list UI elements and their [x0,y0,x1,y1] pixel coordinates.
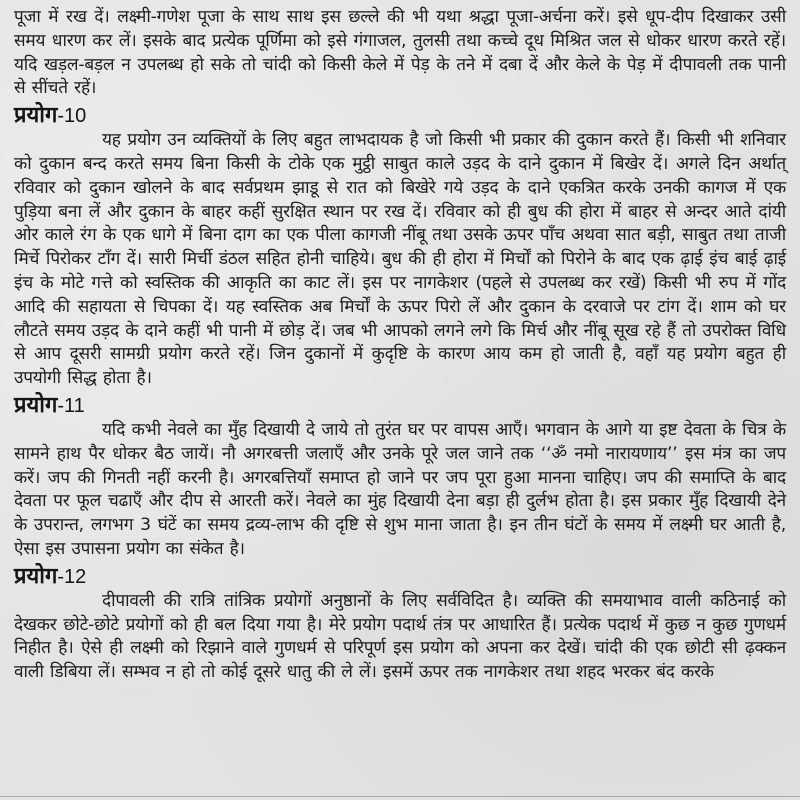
section-heading-11 [14,393,786,419]
section-heading-12 [14,564,786,590]
heading-number: 11 [64,394,85,417]
heading-word: प्रयोग [14,563,58,589]
heading-separator: - [57,394,65,417]
section-paragraph-10: यह प्रयोग उन व्यक्तियों के लिए बहुत लाभदायक है जो किसी भी प्रकार की दुकान करते हैं। किसी भी शनिवार को दुकान बन्द करते समय बिना किसी के टोके एक मुट्ठी साबुत काले उड़द के दाने दुकान में बिखेर दें। अगले दिन अर्थात् रविवार को दुकान खोलने के बाद सर्वप्रथम झाडू से रात को बिखेरे गये उड़द के दाने एकत्रित करके उनकी कागज में एक पुड़िया बना लें और दुकान के बाहर कहीं सुरक्षित स्थान पर रख दें। रविवार को ही बुध की होरा में बाहर से अन्दर आते दांयी ओर काले रंग के एक धागे में बिना दाग का एक पीला कागजी नींबू तथा उसके ऊपर पाँच अथवा सात बड़ी, साबुत तथा ताजी मिर्चे पिरोकर टाँग दें। सारी मिर्ची डंठल सहित होनी चाहिये। बुध की ही होरा में मिर्चों को पिरोने के बाद एक ढ़ाई इंच बाई ढ़ाई इंच के मोटे गत्ते को स्वस्तिक की आकृति का काट लें। इस पर नागकेशर (पहले से उपलब्ध कर रखें) किसी भी रुप में गोंद आदि की सहायता से चिपका दें। यह स्वस्तिक अब मिर्चों के ऊपर पिरो लें और दुकान के दरवाजे पर टांग दें। शाम को घर लौटते समय उड़द के दाने कहीं भी पानी में छोड़ दें। जब भी आपको लगने लगे कि मिर्च और नींबू सूख रहे हैं तो उपरोक्त विधि से आप दूसरी सामग्री प्रयोग करते रहें। जिन दुकानों में कुदृष्टि के कारण आय कम हो जाती है, वहाँ यह प्रयोग बहुत ही उपयोगी सिद्ध होता है। [14,130,786,389]
intro-paragraph: पूजा में रख दें। लक्ष्मी-गणेश पूजा के साथ साथ इस छल्ले की भी यथा श्रद्धा पूजा-अर्चना करें। इसे धूप-दीप दिखाकर उसी समय धारण कर लें। इसके बाद प्रत्येक पूर्णिमा को इसे गंगाजल, तुलसी तथा कच्चे दूध मिश्रित जल से धोकर धारण करते रहें। यदि खड़ल-बड़ल न उपलब्ध हो सके तो चांदी को किसी केले में पेड़ के तने में दबा दें और केले के पेड़ में दीपावली तक पानी से सींचते रहें। [14,7,786,99]
heading-number: 12 [64,565,87,588]
heading-word: प्रयोग [14,392,58,418]
section-paragraph-11: यदि कभी नेवले का मुँह दिखायी दे जाये तो तुरंत घर पर वापस आएँ। भगवान के आगे या इष्ट देवता के चित्र के सामने हाथ पैर धोकर बैठ जायें। नौ अगरबत्ती जलाएँ और उनके पूरे जल जाने तक ‘‘ॐ नमो नारायणाय’’ इस मंत्र का जप करें। जप की गिनती नहीं करनी है। अगरबत्तियाँ समाप्त हो जाने पर जप पूरा हुआ मानना चाहिए। जप की समाप्ति के बाद देवता पर फूल चढाएँ और दीप से आरती करें। नेवले का मुंह दिखायी देना बड़ा ही दुर्लभ होता है। इस प्रकार मुँह दिखायी देने के उपरान्त, लगभग 3 घंटें का समय द्रव्य-लाभ की दृष्टि से शुभ माना जाता है। इन तीन घंटों के समय में लक्ष्मी घर आती है, ऐसा इस उपासना प्रयोग का संकेत है। [14,419,786,559]
heading-number: 10 [64,105,87,128]
heading-separator: - [57,565,65,588]
book-page [14,6,786,685]
page-bottom-rule [0,796,800,797]
section-paragraph-12: दीपावली की रात्रि तांत्रिक प्रयोगों अनुष्ठानों के लिए सर्वविदित है। व्यक्ति की समयाभाव वाली कठिनाई को देखकर छोटे-छोटे प्रयोगों को ही बल दिया गया है। मेरे प्रयोग पदार्थ तंत्र पर आधारित हैं। प्रत्येक पदार्थ में कुछ न कुछ गुणधर्म निहीत है। ऐसे ही लक्ष्मी को रिझाने वाले गुणधर्म से परिपूर्ण इस प्रयोग को अपना कर देखें। चांदी की एक छोटी सी ढ़क्कन वाली डिबिया लें। सम्भव न हो तो कोई दूसरे धातु की ले लें। इसमें ऊपर तक नागकेशर तथा शहद भरकर बंद करके [14,590,786,683]
section-heading-10 [14,103,786,129]
heading-word: प्रयोग [14,103,58,129]
heading-separator: - [57,105,65,128]
